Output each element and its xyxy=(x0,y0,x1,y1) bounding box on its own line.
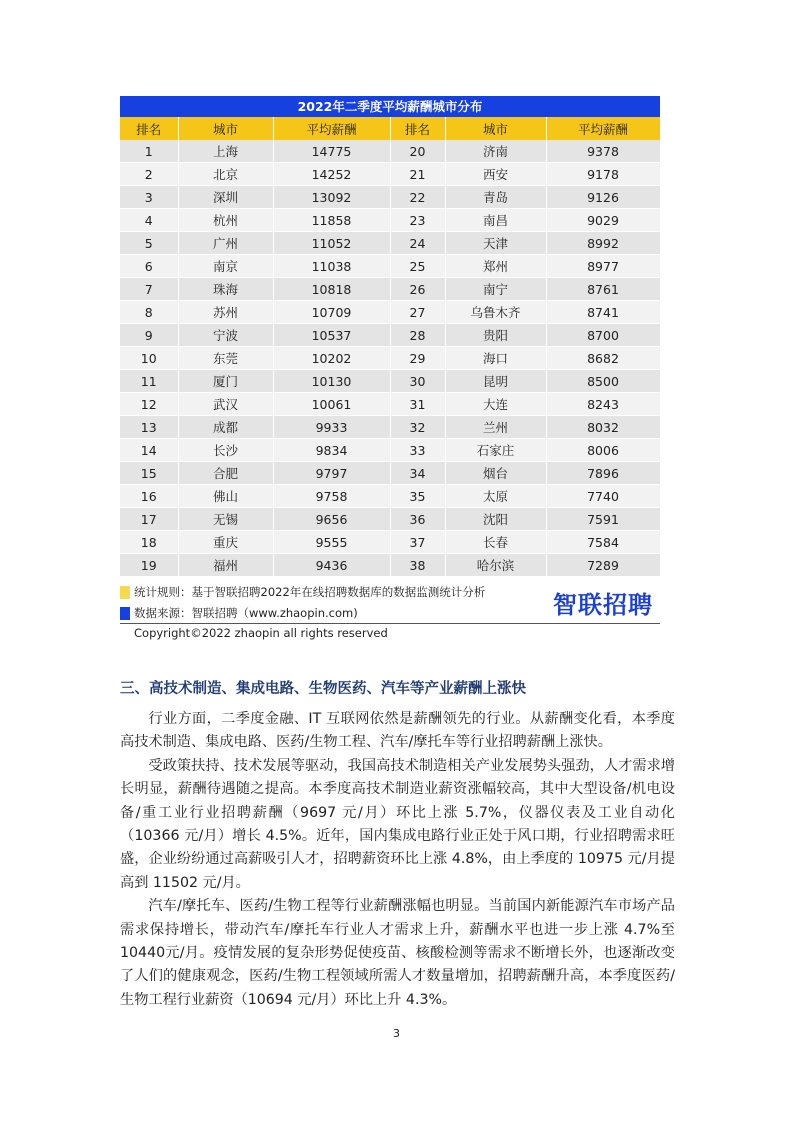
cell-rank: 8 xyxy=(120,301,178,324)
cell-rank-2: 27 xyxy=(390,301,445,324)
cell-city-2: 南昌 xyxy=(445,209,546,232)
cell-city-2: 长春 xyxy=(445,531,546,554)
table-row xyxy=(120,508,660,531)
table-row xyxy=(120,278,660,301)
cell-city: 长沙 xyxy=(178,439,273,462)
cell-rank: 19 xyxy=(120,554,178,577)
cell-city-2: 太原 xyxy=(445,485,546,508)
table-row xyxy=(120,347,660,370)
cell-rank-2: 32 xyxy=(390,416,445,439)
table-row xyxy=(120,393,660,416)
col-header-salary-2: 平均薪酬 xyxy=(546,117,660,140)
cell-city: 重庆 xyxy=(178,531,273,554)
cell-rank-2: 21 xyxy=(390,163,445,186)
cell-salary-2: 9029 xyxy=(546,209,660,232)
cell-salary: 9555 xyxy=(273,531,390,554)
cell-salary-2: 8500 xyxy=(546,370,660,393)
cell-city: 苏州 xyxy=(178,301,273,324)
paragraph: 汽车/摩托车、医药/生物工程等行业薪酬涨幅也明显。当前国内新能源汽车市场产品需求保持增长，带动汽车/摩托车行业人才需求上升，薪酬水平也进一步上涨 4.7%至 10440元/月。疫情发展的复杂形势促使疫苗、核酸检测等需求不断增长外，也逐渐改变了人们的健康观念，医药/生物工程领域所需人才数量增加，招聘薪酬升高，本季度医药/生物工程行业薪资（10694 元/月）环比上升 4.3%。 xyxy=(120,898,675,1008)
col-header-salary: 平均薪酬 xyxy=(273,117,390,140)
cell-salary-2: 8682 xyxy=(546,347,660,370)
cell-rank: 12 xyxy=(120,393,178,416)
cell-salary: 10202 xyxy=(273,347,390,370)
cell-city-2: 哈尔滨 xyxy=(445,554,546,577)
cell-rank: 1 xyxy=(120,140,178,163)
cell-city: 厦门 xyxy=(178,370,273,393)
table-header-row xyxy=(120,117,660,140)
cell-rank: 17 xyxy=(120,508,178,531)
cell-salary: 9758 xyxy=(273,485,390,508)
paragraph: 受政策扶持、技术发展等驱动，我国高技术制造相关产业发展势头强劲，人才需求增长明显，薪酬待遇随之提高。本季度高技术制造业薪资涨幅较高，其中大型设备/机电设备/重工业行业招聘薪酬（9697 元/月）环比上涨 5.7%，仪器仪表及工业自动化（10366 元/月）增长 4.5%。近年，国内集成电路行业正处于风口期，行业招聘需求旺盛，企业纷纷通过高薪吸引人才，招聘薪资环比上涨 4.8%，由上季度的 10975 元/月提高到 11502 元/月。 xyxy=(120,757,675,891)
col-header-city-2: 城市 xyxy=(445,117,546,140)
table-row xyxy=(120,255,660,278)
cell-city-2: 济南 xyxy=(445,140,546,163)
cell-city-2: 郑州 xyxy=(445,255,546,278)
cell-salary-2: 8032 xyxy=(546,416,660,439)
cell-rank-2: 20 xyxy=(390,140,445,163)
cell-salary: 9797 xyxy=(273,462,390,485)
table-row xyxy=(120,301,660,324)
cell-salary: 13092 xyxy=(273,186,390,209)
cell-salary: 9436 xyxy=(273,554,390,577)
cell-city: 上海 xyxy=(178,140,273,163)
cell-salary-2: 7591 xyxy=(546,508,660,531)
cell-salary: 10130 xyxy=(273,370,390,393)
table-row xyxy=(120,554,660,577)
table-row xyxy=(120,485,660,508)
paragraph: 行业方面，二季度金融、IT 互联网依然是薪酬领先的行业。从薪酬变化看，本季度高技术制造、集成电路、医药/生物工程、汽车/摩托车等行业招聘薪酬上涨快。 xyxy=(120,711,675,751)
cell-rank-2: 36 xyxy=(390,508,445,531)
cell-salary: 10061 xyxy=(273,393,390,416)
cell-rank: 14 xyxy=(120,439,178,462)
cell-salary-2: 8741 xyxy=(546,301,660,324)
cell-city: 无锡 xyxy=(178,508,273,531)
cell-city: 北京 xyxy=(178,163,273,186)
cell-city-2: 大连 xyxy=(445,393,546,416)
cell-salary-2: 7289 xyxy=(546,554,660,577)
cell-rank: 6 xyxy=(120,255,178,278)
cell-rank: 4 xyxy=(120,209,178,232)
data-source-text: 数据来源：智联招聘（www.zhaopin.com) xyxy=(134,606,358,620)
cell-salary-2: 7740 xyxy=(546,485,660,508)
col-header-city: 城市 xyxy=(178,117,273,140)
yellow-square-icon xyxy=(120,586,130,599)
cell-salary: 14252 xyxy=(273,163,390,186)
copyright-text: Copyright©2022 zhaopin all rights reserved xyxy=(134,626,388,640)
cell-salary: 11038 xyxy=(273,255,390,278)
cell-city-2: 南宁 xyxy=(445,278,546,301)
cell-salary: 11858 xyxy=(273,209,390,232)
cell-rank: 10 xyxy=(120,347,178,370)
cell-rank: 2 xyxy=(120,163,178,186)
cell-rank-2: 38 xyxy=(390,554,445,577)
cell-city: 广州 xyxy=(178,232,273,255)
cell-rank: 11 xyxy=(120,370,178,393)
cell-salary-2: 9378 xyxy=(546,140,660,163)
cell-rank-2: 23 xyxy=(390,209,445,232)
body-text xyxy=(120,708,675,1012)
table-row xyxy=(120,186,660,209)
cell-rank: 9 xyxy=(120,324,178,347)
cell-rank-2: 35 xyxy=(390,485,445,508)
cell-city: 成都 xyxy=(178,416,273,439)
cell-rank-2: 22 xyxy=(390,186,445,209)
table-row xyxy=(120,209,660,232)
cell-salary: 10818 xyxy=(273,278,390,301)
cell-salary-2: 7584 xyxy=(546,531,660,554)
salary-table xyxy=(120,117,661,577)
stats-rule-text: 统计规则：基于智联招聘2022年在线招聘数据库的数据监测统计分析 xyxy=(134,585,486,599)
table-row xyxy=(120,531,660,554)
cell-city: 南京 xyxy=(178,255,273,278)
cell-salary-2: 8006 xyxy=(546,439,660,462)
cell-salary: 9656 xyxy=(273,508,390,531)
cell-city: 宁波 xyxy=(178,324,273,347)
cell-city: 杭州 xyxy=(178,209,273,232)
cell-salary: 9834 xyxy=(273,439,390,462)
cell-city-2: 海口 xyxy=(445,347,546,370)
cell-rank: 5 xyxy=(120,232,178,255)
col-header-rank-2: 排名 xyxy=(390,117,445,140)
cell-city-2: 兰州 xyxy=(445,416,546,439)
cell-rank-2: 29 xyxy=(390,347,445,370)
cell-city: 合肥 xyxy=(178,462,273,485)
section-heading: 三、高技术制造、集成电路、生物医药、汽车等产业薪酬上涨快 xyxy=(120,681,526,697)
cell-rank: 15 xyxy=(120,462,178,485)
cell-salary: 11052 xyxy=(273,232,390,255)
table-row xyxy=(120,140,660,163)
cell-rank-2: 33 xyxy=(390,439,445,462)
cell-salary-2: 8977 xyxy=(546,255,660,278)
table-row xyxy=(120,163,660,186)
cell-salary-2: 8243 xyxy=(546,393,660,416)
cell-rank-2: 24 xyxy=(390,232,445,255)
cell-rank: 13 xyxy=(120,416,178,439)
cell-salary: 9933 xyxy=(273,416,390,439)
cell-salary-2: 8761 xyxy=(546,278,660,301)
cell-city-2: 西安 xyxy=(445,163,546,186)
cell-salary: 10537 xyxy=(273,324,390,347)
salary-table-block xyxy=(120,96,660,577)
cell-rank-2: 30 xyxy=(390,370,445,393)
cell-salary-2: 9126 xyxy=(546,186,660,209)
cell-city: 珠海 xyxy=(178,278,273,301)
cell-rank: 3 xyxy=(120,186,178,209)
table-row xyxy=(120,462,660,485)
cell-rank-2: 37 xyxy=(390,531,445,554)
table-notes xyxy=(120,582,485,624)
cell-salary-2: 7896 xyxy=(546,462,660,485)
divider-line xyxy=(120,623,660,624)
blue-square-icon xyxy=(120,607,130,620)
cell-rank-2: 34 xyxy=(390,462,445,485)
page-number: 3 xyxy=(393,1027,400,1040)
cell-salary-2: 9178 xyxy=(546,163,660,186)
cell-salary: 14775 xyxy=(273,140,390,163)
cell-city-2: 贵阳 xyxy=(445,324,546,347)
cell-rank: 18 xyxy=(120,531,178,554)
table-row xyxy=(120,232,660,255)
cell-rank-2: 25 xyxy=(390,255,445,278)
table-row xyxy=(120,439,660,462)
cell-rank-2: 31 xyxy=(390,393,445,416)
cell-city: 武汉 xyxy=(178,393,273,416)
table-row xyxy=(120,324,660,347)
cell-city-2: 石家庄 xyxy=(445,439,546,462)
col-header-rank: 排名 xyxy=(120,117,178,140)
cell-city-2: 沈阳 xyxy=(445,508,546,531)
cell-city-2: 烟台 xyxy=(445,462,546,485)
table-row xyxy=(120,370,660,393)
cell-city: 佛山 xyxy=(178,485,273,508)
cell-rank-2: 26 xyxy=(390,278,445,301)
table-row xyxy=(120,416,660,439)
cell-rank-2: 28 xyxy=(390,324,445,347)
cell-city-2: 青岛 xyxy=(445,186,546,209)
cell-city: 东莞 xyxy=(178,347,273,370)
table-title: 2022年二季度平均薪酬城市分布 xyxy=(120,96,660,117)
cell-salary: 10709 xyxy=(273,301,390,324)
cell-rank: 16 xyxy=(120,485,178,508)
cell-city-2: 天津 xyxy=(445,232,546,255)
stats-rule-note xyxy=(120,582,485,603)
data-source-note xyxy=(120,603,485,624)
cell-city: 福州 xyxy=(178,554,273,577)
cell-city-2: 乌鲁木齐 xyxy=(445,301,546,324)
cell-salary-2: 8700 xyxy=(546,324,660,347)
cell-salary-2: 8992 xyxy=(546,232,660,255)
cell-city: 深圳 xyxy=(178,186,273,209)
cell-city-2: 昆明 xyxy=(445,370,546,393)
zhaopin-logo: 智联招聘 xyxy=(553,591,653,619)
cell-rank: 7 xyxy=(120,278,178,301)
